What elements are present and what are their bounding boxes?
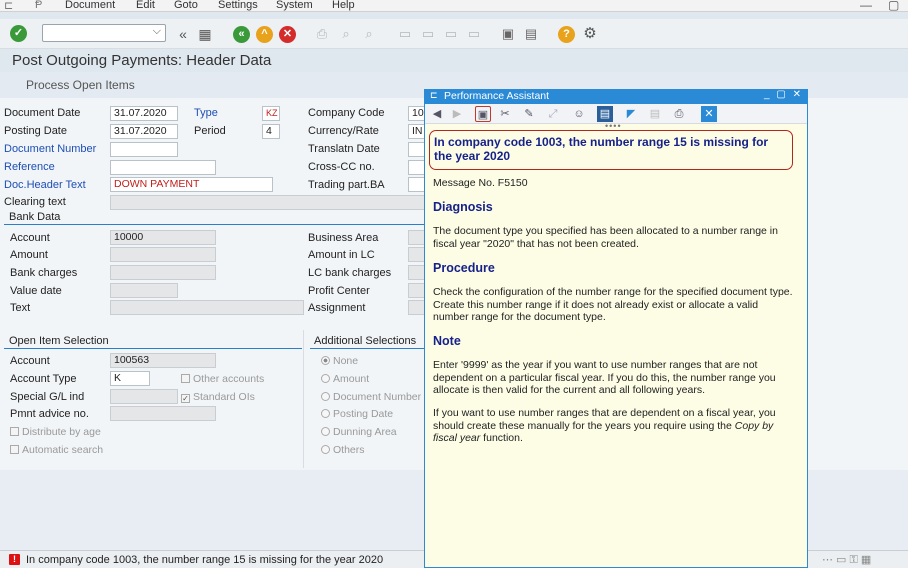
performance-assistant-window bbox=[424, 89, 808, 568]
posting-date-field[interactable]: 31.07.2020 bbox=[110, 124, 178, 139]
find-next-icon[interactable]: ⌕ bbox=[365, 26, 373, 41]
pa-forward-icon[interactable]: ▶ bbox=[452, 108, 462, 120]
standard-ois-label: Standard OIs bbox=[193, 391, 255, 403]
period-field[interactable]: 4 bbox=[262, 124, 280, 139]
pa-user-icon[interactable]: ☺ bbox=[573, 108, 585, 120]
translatn-date-label: Translatn Date bbox=[308, 143, 380, 155]
performance-assistant-titlebar[interactable] bbox=[425, 90, 807, 104]
chevron-down-icon[interactable]: ⌵ bbox=[152, 25, 161, 37]
checkbox-icon bbox=[181, 374, 190, 383]
process-open-items-button[interactable]: Process Open Items bbox=[26, 78, 135, 92]
cancel-icon[interactable]: ✕ bbox=[279, 26, 296, 43]
other-accounts-label: Other accounts bbox=[193, 373, 265, 385]
text-label: Text bbox=[10, 302, 31, 314]
pa-bookmark-icon[interactable]: ◤ bbox=[626, 108, 636, 120]
company-code-field[interactable]: 10 bbox=[408, 106, 428, 121]
radio-icon bbox=[321, 374, 330, 383]
pa-note-text-2a: If you want to use number ranges that are dependent on a fiscal year, you should create these manually for the years you require using the bbox=[433, 407, 776, 432]
account-type-label: Account Type bbox=[10, 373, 77, 385]
pa-procedure-text: Check the configuration of the number range for the specified document type. Create this number range if it does not already exist or allocate a valid number range for the document type. bbox=[433, 286, 793, 323]
pa-display-icon[interactable]: ▤ bbox=[597, 106, 613, 122]
automatic-search-label: Automatic search bbox=[22, 444, 104, 456]
pmnt-advice-field[interactable] bbox=[110, 406, 216, 421]
exit-icon[interactable]: ^ bbox=[256, 26, 273, 43]
next-page-icon[interactable]: ▭ bbox=[444, 26, 458, 41]
radio-icon bbox=[321, 392, 330, 401]
checkbox-icon bbox=[10, 445, 19, 454]
radio-icon bbox=[321, 427, 330, 436]
command-field[interactable] bbox=[42, 24, 166, 42]
enter-icon[interactable]: ✓ bbox=[10, 25, 27, 42]
minimize-icon[interactable]: — bbox=[860, 0, 872, 12]
doc-header-text-field[interactable]: DOWN PAYMENT bbox=[110, 177, 273, 192]
text-field[interactable] bbox=[110, 300, 304, 315]
pmnt-advice-label: Pmnt advice no. bbox=[10, 408, 89, 420]
radio-posting-date[interactable] bbox=[321, 408, 393, 420]
radio-selected-icon bbox=[321, 356, 330, 365]
radio-amount-label: Amount bbox=[333, 373, 370, 385]
radio-dunning-area[interactable] bbox=[321, 426, 397, 438]
special-gl-label: Special G/L ind bbox=[10, 391, 85, 403]
value-date-field[interactable] bbox=[110, 283, 178, 298]
pa-note-text-2b: function. bbox=[480, 432, 523, 444]
radio-posting-date-label: Posting Date bbox=[333, 408, 394, 420]
previous-page-icon[interactable]: ▭ bbox=[421, 26, 435, 41]
bank-data-title: Bank Data bbox=[9, 211, 61, 223]
pa-edit-icon[interactable]: ✎ bbox=[524, 108, 534, 120]
document-number-label: Document Number bbox=[4, 143, 97, 155]
find-icon[interactable]: ⌕ bbox=[342, 26, 350, 41]
pa-app-icon: ⊏ bbox=[430, 90, 438, 100]
value-date-label: Value date bbox=[10, 285, 62, 297]
help-icon[interactable]: ? bbox=[558, 26, 575, 43]
new-session-icon[interactable]: ▣ bbox=[501, 26, 515, 41]
page-title: Post Outgoing Payments: Header Data bbox=[12, 52, 272, 69]
currency-rate-label: Currency/Rate bbox=[308, 125, 379, 137]
period-label: Period bbox=[194, 125, 226, 137]
radio-others[interactable] bbox=[321, 444, 365, 456]
pa-note-title: Note bbox=[433, 334, 461, 348]
pa-message-number: Message No. F5150 bbox=[433, 177, 528, 189]
radio-none-label: None bbox=[333, 355, 359, 367]
document-date-label: Document Date bbox=[4, 107, 81, 119]
pa-note-text-2-italic: Copy by fiscal year bbox=[433, 419, 774, 444]
menu-item-edit[interactable]: Edit bbox=[136, 0, 155, 11]
maximize-icon[interactable]: ▢ bbox=[888, 0, 900, 12]
posting-date-label: Posting Date bbox=[4, 125, 67, 137]
back-icon[interactable]: « bbox=[179, 26, 187, 42]
type-label: Type bbox=[194, 107, 218, 119]
additional-selections-title: Additional Selections bbox=[314, 335, 417, 347]
automatic-search-checkbox[interactable] bbox=[10, 444, 103, 456]
reference-field[interactable] bbox=[110, 160, 216, 175]
pa-diagnosis-title: Diagnosis bbox=[433, 200, 493, 214]
account-type-field[interactable]: K bbox=[110, 371, 150, 386]
system-toolbar bbox=[0, 19, 908, 49]
additional-selections-divider bbox=[310, 348, 428, 349]
assignment-label: Assignment bbox=[308, 302, 366, 314]
amount-lc-label: Amount in LC bbox=[308, 249, 375, 261]
doc-header-text-label: Doc.Header Text bbox=[4, 179, 86, 191]
company-code-label: Company Code bbox=[308, 107, 385, 119]
first-page-icon[interactable]: ▭ bbox=[398, 26, 412, 41]
type-field[interactable]: KZ bbox=[262, 106, 280, 121]
checkbox-checked-icon: ✓ bbox=[182, 394, 189, 403]
pa-note-text-1: Enter '9999' as the year if you want to use number ranges that are not dependent on a particular fiscal year. If you do this, the number range you allocate is then valid for the current and all following years. bbox=[433, 359, 776, 396]
oi-account-field[interactable]: 100563 bbox=[110, 353, 216, 368]
bank-data-divider bbox=[4, 224, 428, 225]
pa-content bbox=[425, 126, 807, 567]
business-area-label: Business Area bbox=[308, 232, 379, 244]
oi-account-label: Account bbox=[10, 355, 50, 367]
pa-tools-icon[interactable]: ✂ bbox=[500, 108, 510, 120]
pa-diagnosis-text: The document type you specified has been allocated to a number range in fiscal year "2020" that has not been created. bbox=[433, 225, 778, 250]
menu-item-help[interactable]: Help bbox=[332, 0, 355, 11]
pa-document-icon[interactable]: ▤ bbox=[649, 108, 661, 120]
pa-toolbar bbox=[425, 104, 807, 131]
radio-others-label: Others bbox=[333, 444, 365, 456]
currency-field[interactable]: IN bbox=[408, 124, 428, 139]
clearing-text-label: Clearing text bbox=[4, 196, 66, 208]
bank-account-field[interactable]: 10000 bbox=[110, 230, 216, 245]
pa-technical-info-icon[interactable]: ▣ bbox=[475, 106, 491, 122]
radio-document-number[interactable] bbox=[321, 391, 421, 403]
bank-charges-label: Bank charges bbox=[10, 267, 78, 279]
radio-dunning-area-label: Dunning Area bbox=[333, 426, 397, 438]
document-number-field[interactable] bbox=[110, 142, 178, 157]
shortcut-icon[interactable]: ▤ bbox=[524, 26, 538, 41]
profit-center-label: Profit Center bbox=[308, 285, 370, 297]
menu-item-document[interactable]: Document bbox=[65, 0, 116, 11]
checkbox-icon bbox=[10, 427, 19, 436]
bank-account-label: Account bbox=[10, 232, 50, 244]
back-green-icon[interactable]: « bbox=[233, 26, 250, 43]
standard-ois-checkbox[interactable] bbox=[181, 391, 255, 403]
print-icon[interactable]: ⎙ bbox=[316, 26, 328, 41]
bank-charges-field[interactable] bbox=[110, 265, 216, 280]
distribute-by-age-checkbox[interactable] bbox=[10, 426, 101, 438]
pa-window-controls[interactable]: _ ▢ ✕ bbox=[764, 89, 803, 100]
document-date-field[interactable]: 31.07.2020 bbox=[110, 106, 178, 121]
radio-icon bbox=[321, 409, 330, 418]
radio-none[interactable] bbox=[321, 355, 358, 367]
radio-document-number-label: Document Number bbox=[333, 391, 422, 403]
menu-item-system[interactable]: System bbox=[276, 0, 313, 11]
amount-label: Amount bbox=[10, 249, 48, 261]
menu-bar bbox=[0, 0, 908, 12]
status-message[interactable]: In company code 1003, the number range 15 is missing for the year 2020 bbox=[26, 554, 384, 566]
pa-link-icon[interactable]: ⤢ bbox=[548, 108, 558, 120]
menu-item-goto[interactable]: Goto bbox=[174, 0, 198, 11]
pa-print-icon[interactable]: ⎙ bbox=[674, 108, 684, 120]
pa-message-heading: In company code 1003, the number range 15 is missing for the year 2020 bbox=[429, 130, 793, 170]
menu-logo-icon[interactable]: Ᵽ bbox=[35, 0, 43, 11]
cross-cc-label: Cross-CC no. bbox=[308, 161, 375, 173]
gear-icon[interactable]: ⚙ bbox=[583, 25, 597, 42]
clearing-text-field[interactable] bbox=[110, 195, 428, 210]
pa-close-icon[interactable]: ✕ bbox=[701, 106, 717, 122]
menu-icon[interactable]: ⊏ bbox=[4, 0, 14, 12]
radio-icon bbox=[321, 445, 330, 454]
other-accounts-checkbox[interactable] bbox=[181, 373, 264, 385]
reference-label: Reference bbox=[4, 161, 55, 173]
radio-amount[interactable] bbox=[321, 373, 369, 385]
last-page-icon[interactable]: ▭ bbox=[467, 26, 481, 41]
menu-item-settings[interactable]: Settings bbox=[218, 0, 258, 11]
pa-note-text-2 bbox=[433, 407, 795, 445]
open-item-selection-divider bbox=[4, 348, 302, 349]
amount-field[interactable] bbox=[110, 247, 216, 262]
error-icon: ! bbox=[9, 554, 20, 565]
distribute-by-age-label: Distribute by age bbox=[22, 426, 101, 438]
status-icons[interactable]: ⋯ ▭ ⚿ ▦ bbox=[822, 554, 872, 566]
lc-bank-charges-label: LC bank charges bbox=[308, 267, 392, 279]
pa-procedure-title: Procedure bbox=[433, 261, 495, 275]
performance-assistant-title: Performance Assistant bbox=[444, 90, 550, 102]
pa-resize-handle[interactable]: •••• bbox=[605, 121, 622, 131]
pa-back-icon[interactable]: ◀ bbox=[432, 108, 442, 120]
save-icon[interactable]: ▦ bbox=[198, 26, 212, 42]
open-item-selection-title: Open Item Selection bbox=[9, 335, 109, 347]
trading-part-label: Trading part.BA bbox=[308, 179, 385, 191]
special-gl-field[interactable] bbox=[110, 389, 178, 404]
